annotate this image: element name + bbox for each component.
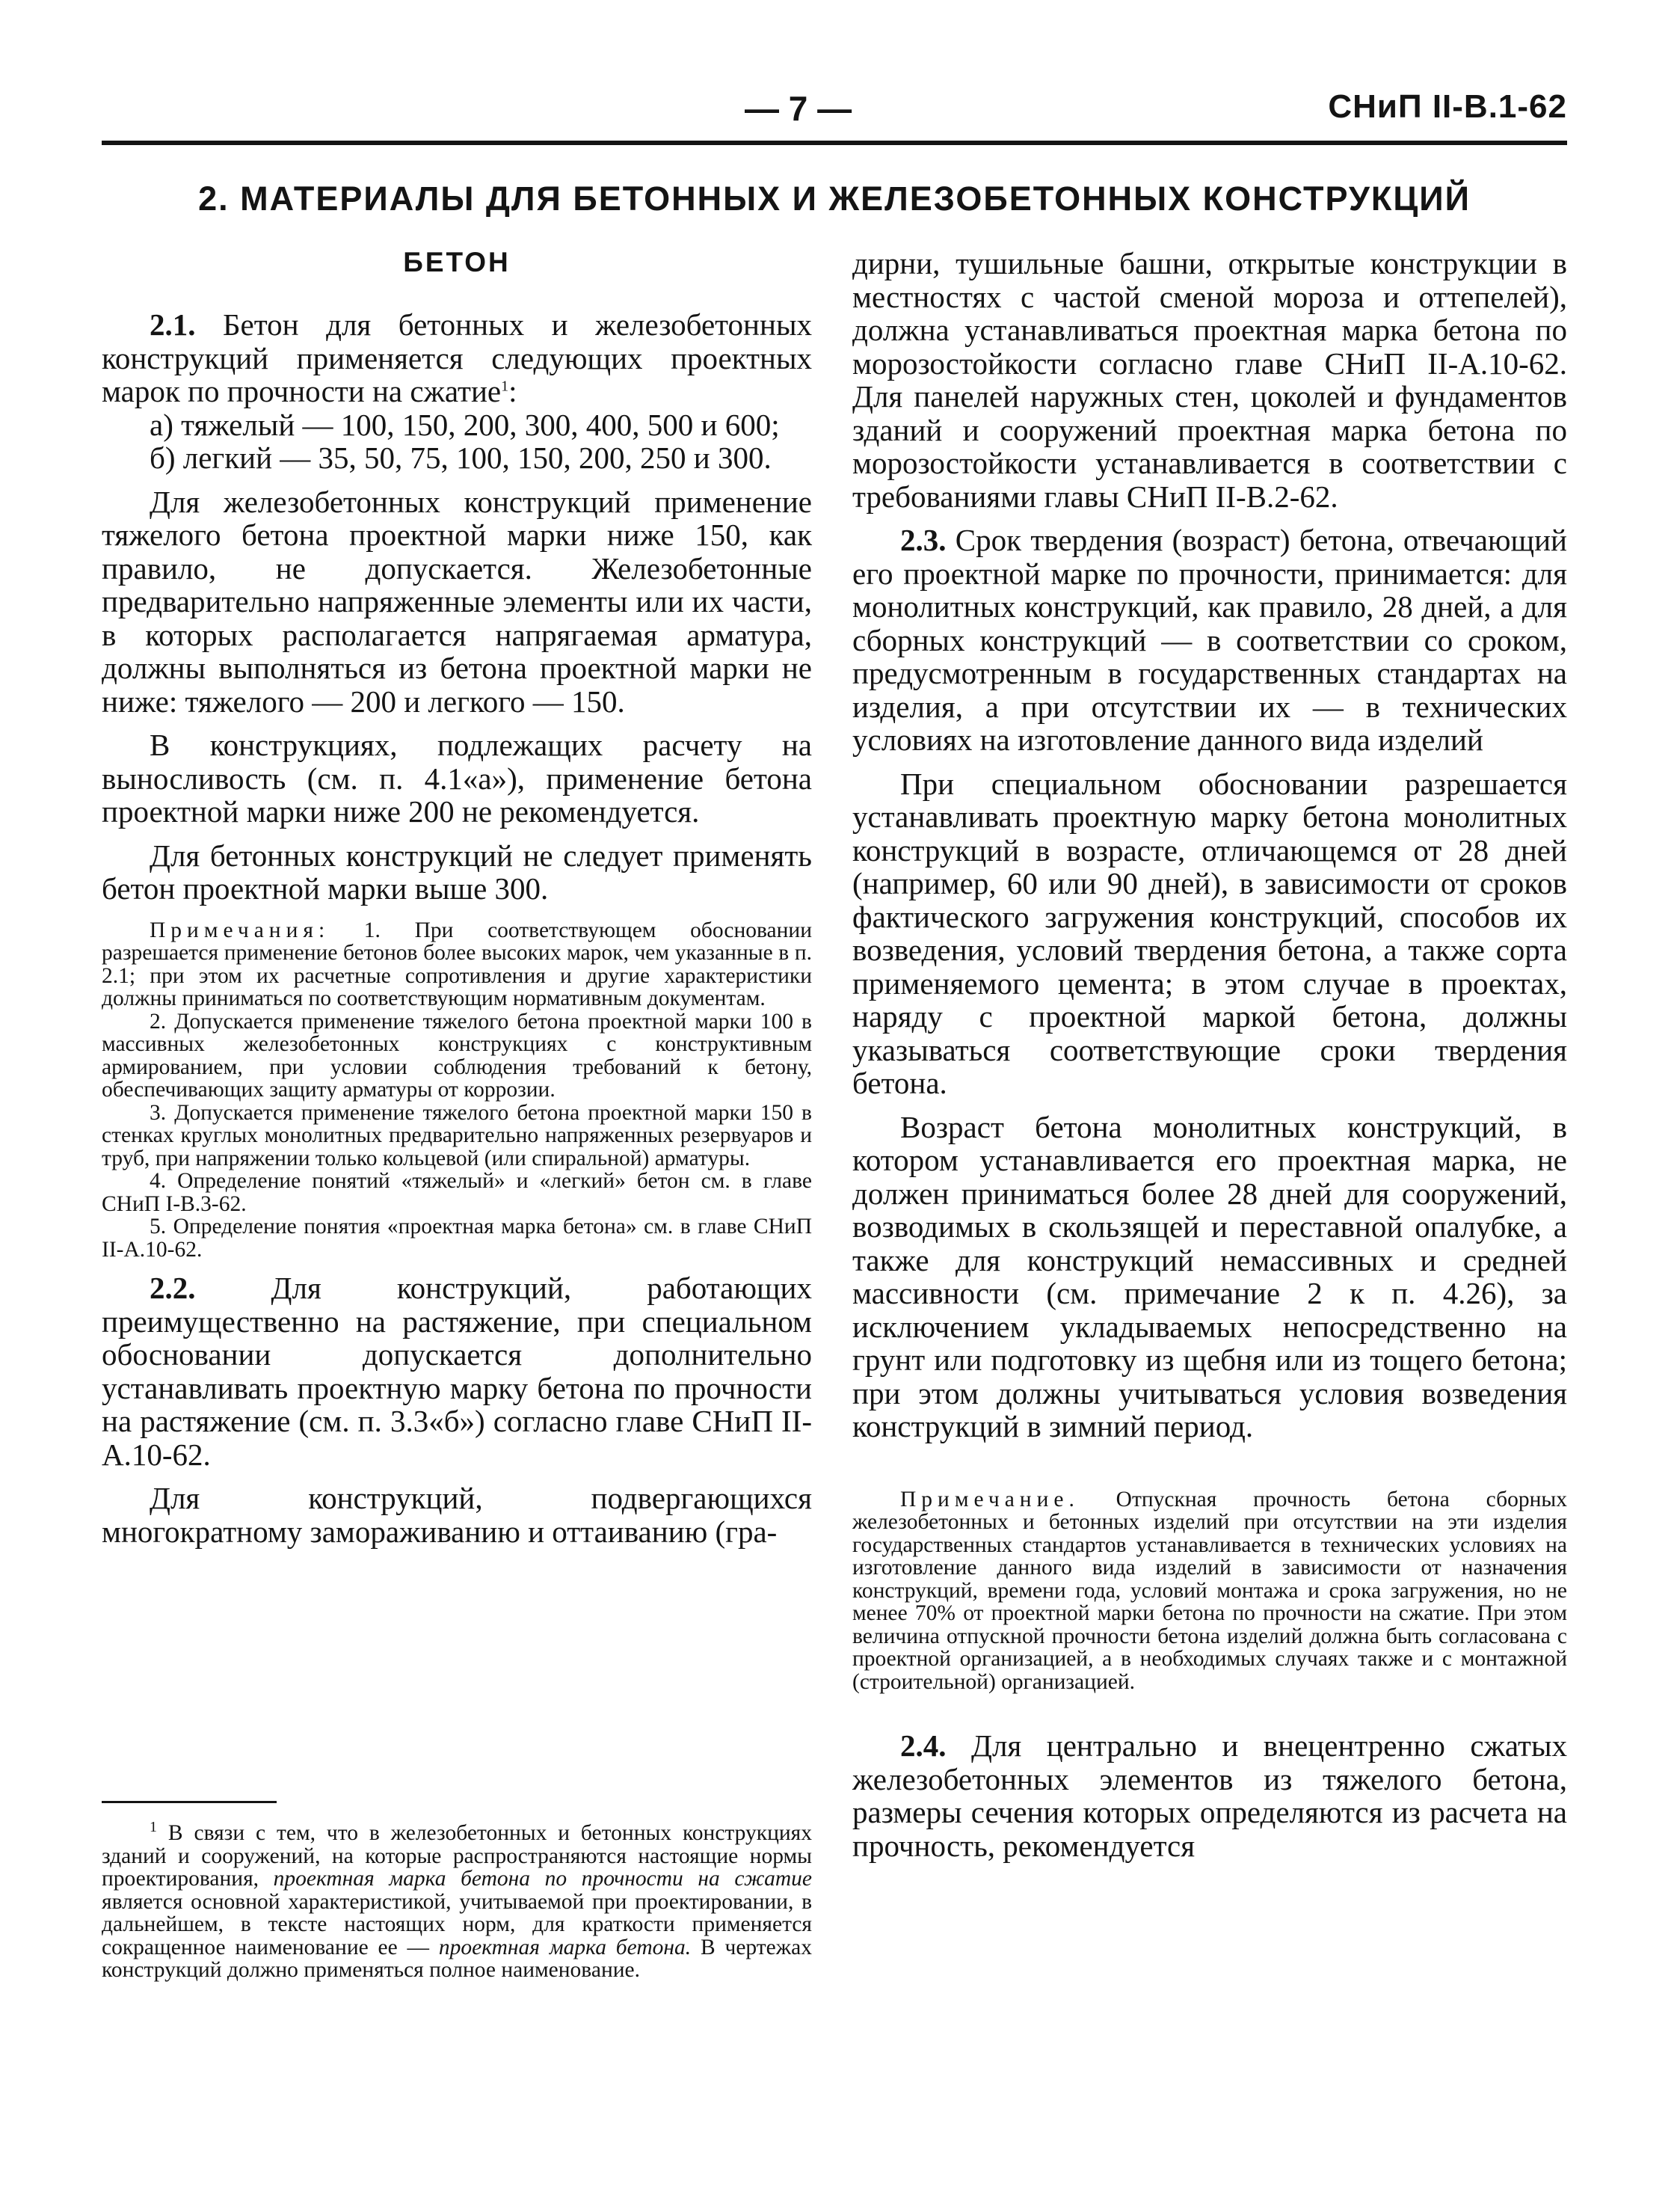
footnote-marker: 1 (150, 1819, 157, 1836)
note-label: Примечание. (900, 1487, 1080, 1511)
paragraph-2-4 (852, 1729, 1567, 1862)
section-title: 2. МАТЕРИАЛЫ ДЛЯ БЕТОННЫХ И ЖЕЛЕЗОБЕТОННЫХ КОНСТРУКЦИЙ (198, 179, 1471, 218)
clause-text: Для центрально и внецентренно сжатых железобетонных элементов из тяжелого бетона, размеры сечения которых определяются из расчета на прочность, рекомендуется (852, 1728, 1567, 1863)
footnote-text: В связи с тем, что в железобетонных и бетонных конструкциях зданий и сооружений, на которые распространяются настоящие нормы проектирования, (102, 1821, 812, 1891)
footnote-ref: 1 (501, 378, 509, 395)
paragraph: Для железобетонных конструкций применение тяжелого бетона проектной марки ниже 150, как правило, не допускается. Железобетонные предварительно напряженные элементы или их части, в которых располагается напрягаемая арматура, должны выполняться из бетона проектной марки не ниже: тяжелого — 200 и легкого — 150. (102, 484, 812, 719)
paragraph-2-1 (102, 308, 812, 408)
clause-text: Срок твердения (возраст) бетона, отвечающий его проектной марке по прочности, принимается: для монолитных конструкций, как правило, 28 дней, а для сборных конструкций — в соответствии со сроком, предусмотренным в государственных стандартах на изделия, а при отсутствии их — в технических условиях на изготовление данного вида изделий (852, 523, 1567, 757)
paragraph-continued: дирни, тушильные башни, открытые конструкции в местностях с частой сменой мороза и оттепелей), должна устанавливаться проектная марка бетона по морозостойкости согласно главе СНиП II-А.10-62. Для панелей наружных стен, цоколей и фундаментов зданий и сооружений проектная марка бетона по морозостойкости устанавливается в соответствии с требованиями главы СНиП II-В.2-62. (852, 246, 1567, 514)
note (852, 1488, 1567, 1694)
list-item-a: а) тяжелый — 100, 150, 200, 300, 400, 500 и 600; (150, 407, 780, 442)
left-column (102, 247, 812, 1548)
footnote (102, 1819, 813, 1982)
paragraph: В конструкциях, подлежащих расчету на выносливость (см. п. 4.1«а»), применение бетона проектной марки ниже 200 не рекомендуется. (102, 728, 812, 829)
document-code: СНиП II-В.1-62 (1328, 88, 1567, 125)
footnote-italic-term: проектная марка бетона по прочности на сжатие (273, 1867, 813, 1891)
paragraph: При специальном обосновании разрешается устанавливать проектную марку бетона монолитных конструкций в возрасте, отличающемся от 28 дней (например, 60 или 90 дней), в зависимости от сроков фактического загружения конструкций, способов их возведения, условий твердения бетона, а также сорта применяемого цемента; в этом случае в проектах, наряду с проектной маркой бетона, должны указываться соответствующие сроки твердения бетона. (852, 766, 1567, 1100)
clause-text: Для конструкций, работающих преимущественно на растяжение, при специальном обосновании допускается дополнительно устанавливать проектную марку бетона по прочности на растяжение (см. п. 3.3«б») согласно главе СНиП II-А.10-62. (102, 1271, 812, 1472)
note-1 (102, 919, 812, 1010)
clause-number: 2.4. (900, 1728, 947, 1763)
clause-number: 2.3. (900, 523, 947, 557)
clause-number: 2.1. (150, 307, 196, 342)
note-4: 4. Определение понятий «тяжелый» и «легкий» бетон см. в главе СНиП I-В.3-62. (102, 1169, 812, 1216)
notes-label: Примечания: (150, 918, 330, 942)
note-2: 2. Допускается применение тяжелого бетона проектной марки 100 в массивных железобетонных конструкциях с конструктивным армированием, при условии соблюдения требований к бетону, обеспечивающих защиту арматуры от коррозии. (102, 1009, 812, 1102)
header-rule (102, 141, 1567, 145)
clause-text-end: : (508, 374, 517, 408)
paragraph: Для конструкций, подвергающихся многократному замораживанию и оттаиванию (гра- (102, 1481, 812, 1549)
paragraph: Возраст бетона монолитных конструкций, в котором устанавливается его проектная марка, не должен приниматься более 28 дней для сооружений, возводимых в скользящей и переставной опалубке, а также для конструкций немассивных и средней массивности (см. примечание 2 к п. 4.26), за исключением укладываемых непосредственно на грунт или подготовку из щебня или из тощего бетона; при этом должны учитываться условия возведения конструкций в зимний период. (852, 1109, 1567, 1443)
footnote-rule (102, 1801, 277, 1803)
footnote-italic-term: проектная марка бетона. (438, 1935, 692, 1959)
clause-number: 2.2. (150, 1271, 196, 1305)
note-text: Отпускная прочность бетона сборных железобетонных и бетонных изделий при отсутствии на эти изделия государственных стандартов устанавливается в технических условиях на изготовление данного вида изделий в зависимости от назначения конструкций, времени года, условий монтажа и срока загружения, но не менее 70% от проектной марки бетона по прочности на сжатие. При этом величина отпускной прочности бетона изделий должна быть согласована с проектной организацией, а в необходимых случаях также и с монтажной (строительной) организацией. (852, 1487, 1567, 1694)
paragraph: Для бетонных конструкций не следует применять бетон проектной марки выше 300. (102, 838, 812, 906)
page-header (102, 88, 1567, 141)
paragraph-2-2 (102, 1271, 812, 1471)
list-item-b: б) легкий — 35, 50, 75, 100, 150, 200, 250 и 300. (150, 441, 772, 475)
clause-text: Бетон для бетонных и железобетонных конструкций применяется следующих проектных марок по прочности на сжатие (102, 307, 812, 408)
subhead-concrete: БЕТОН (403, 247, 511, 277)
note-text: 1. При соответствующем обосновании разрешается применение бетонов более высоких марок, чем указанные в п. 2.1; при этом их расчетные сопротивления и другие характеристики должны приниматься по соответствующим нормативным документам. (102, 918, 812, 1010)
page-number: — 7 — (745, 89, 852, 128)
footnote-text: является основной характеристикой, учитываемой при проектировании, в дальнейшем, в тексте настоящих норм, для краткости применяется сокращенное наименование ее — (102, 1889, 812, 1959)
right-column (852, 247, 1567, 1862)
footnote-text: В чертежах конструкций должно применяться полное наименование. (102, 1935, 812, 1982)
note-5: 5. Определение понятия «проектная марка бетона» см. в главе СНиП II-А.10-62. (102, 1215, 812, 1262)
note-3: 3. Допускается применение тяжелого бетона проектной марки 150 в стенках круглых монолитных предварительно напряженных резервуаров и труб, при напряжении только кольцевой (или спиральной) арматуры. (102, 1100, 812, 1170)
paragraph-2-3 (852, 524, 1567, 757)
